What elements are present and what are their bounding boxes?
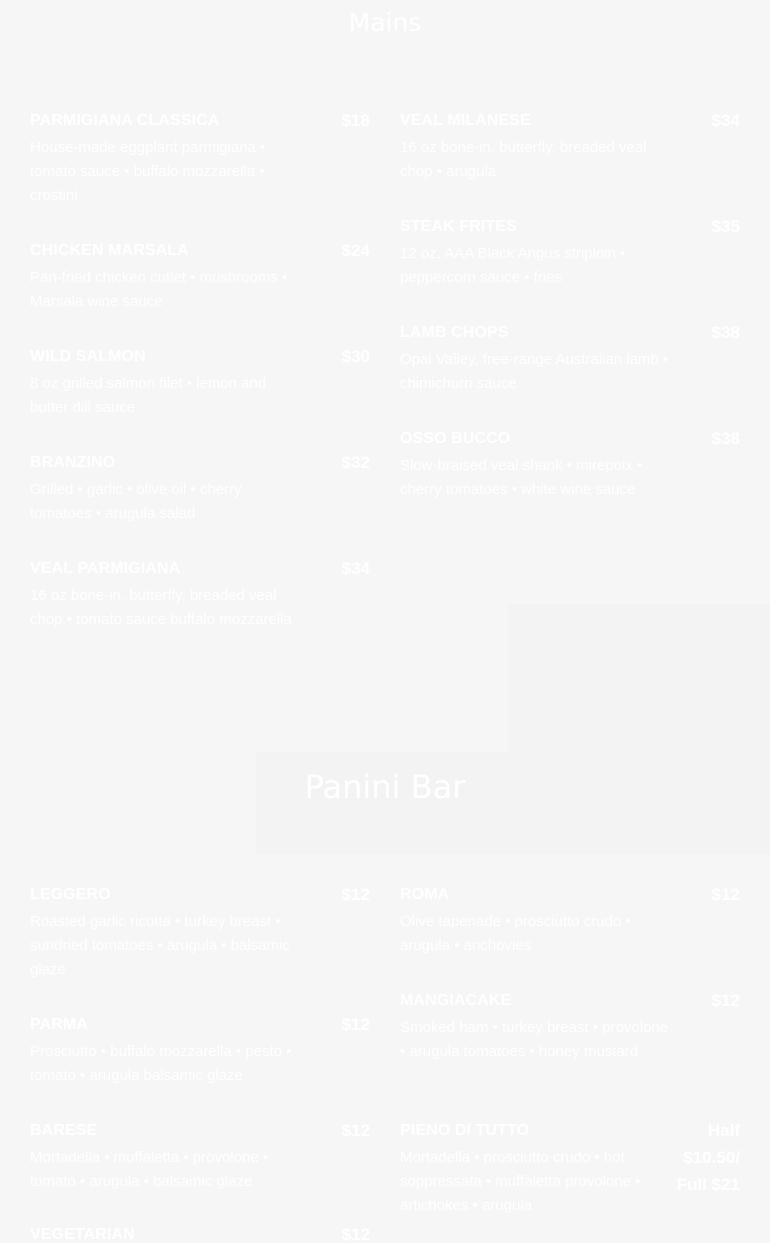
item-price: $12: [341, 1015, 370, 1034]
item-description: Mortadella • prosciutto crudo • hot soppressata • muffaletta provolone • artichokes • arugula: [400, 1149, 641, 1214]
item-price: $12: [341, 1121, 370, 1140]
item-price: $12: [341, 885, 370, 904]
item-name: VEAL PARMIGIANA: [30, 560, 181, 577]
item-name: BARESE: [30, 1122, 98, 1139]
item-price: $12: [711, 991, 740, 1010]
item-name: BRANZINO: [30, 454, 116, 471]
item-name: VEGETARIAN: [30, 1226, 135, 1243]
background-panel: [508, 604, 770, 854]
item-description: Mortadella • muffaletta • provolone • tomato • arugula • balsamic glaze: [30, 1149, 269, 1190]
item-description: Grilled • garlic • olive oil • cherry tomatoes • arugula salad: [30, 481, 242, 522]
item-description: House-made eggplant parmigiana • tomato sauce • buffalo mozzarella • crostini: [30, 139, 266, 204]
item-price: $35: [711, 217, 740, 236]
item-price: $38: [711, 323, 740, 342]
item-name: ROMA: [400, 886, 450, 903]
item-description: Pan-fried chicken cutlet • mushrooms • Marsala wine sauce: [30, 269, 288, 310]
item-name: OSSO BUCCO: [400, 430, 511, 447]
item-description: 16 oz bone-in, butterfly, breaded veal chop • tomato sauce buffalo mozzarella: [30, 587, 292, 628]
item-price: $24: [341, 241, 370, 260]
item-description: 8 oz grilled salmon filet • lemon and butter dill sauce: [30, 375, 267, 416]
item-price: $38: [711, 429, 740, 448]
item-name: PARMIGIANA CLASSICA: [30, 112, 220, 129]
item-name: PARMA: [30, 1016, 88, 1033]
item-price: $12: [711, 885, 740, 904]
item-price: $12: [341, 1225, 370, 1243]
item-description: Smoked ham • turkey breast • provolone • arugula tomatoes • honey mustard: [400, 1019, 669, 1060]
item-name: STEAK FRITES: [400, 218, 517, 235]
item-name: WILD SALMON: [30, 348, 146, 365]
item-description: Olive tapenade • prosciutto crudo • arugula • anchovies: [400, 913, 631, 954]
panini-heading: Panini Bar: [304, 768, 466, 806]
item-description: Opal Valley, free-range Australian lamb • chimichurri sauce: [400, 351, 669, 392]
item-description: 16 oz bone-in, butterfly, breaded veal chop • arugula: [400, 139, 647, 180]
item-name: VEAL MILANESE: [400, 112, 531, 129]
item-price: Half $10.50/ Full $21: [676, 1121, 740, 1194]
item-description: 12 oz, AAA Black Angus striploin • peppercorn sauce • fries: [400, 245, 626, 286]
item-description: Slow-braised veal shank • mirepoix • cherry tomatoes • white wine sauce: [400, 457, 643, 498]
item-price: $34: [341, 559, 370, 578]
item-name: LEGGERO: [30, 886, 111, 903]
item-name: PIENO DI TUTTO: [400, 1122, 530, 1139]
item-name: CHICKEN MARSALA: [30, 242, 189, 259]
item-description: Roasted garlic ricotta • turkey breast • sundried tomatoes • arugula • balsamic glaze: [30, 913, 290, 978]
item-price: $34: [711, 111, 740, 130]
item-price: $18: [341, 111, 370, 130]
item-name: MANGIACAKE: [400, 992, 512, 1009]
item-price: $30: [341, 347, 370, 366]
item-name: LAMB CHOPS: [400, 324, 509, 341]
mains-heading: Mains: [348, 8, 422, 37]
item-description: Prosciutto • buffalo mozzarella • pesto • tomato • arugula balsamic glaze: [30, 1043, 292, 1084]
item-price: $32: [341, 453, 370, 472]
